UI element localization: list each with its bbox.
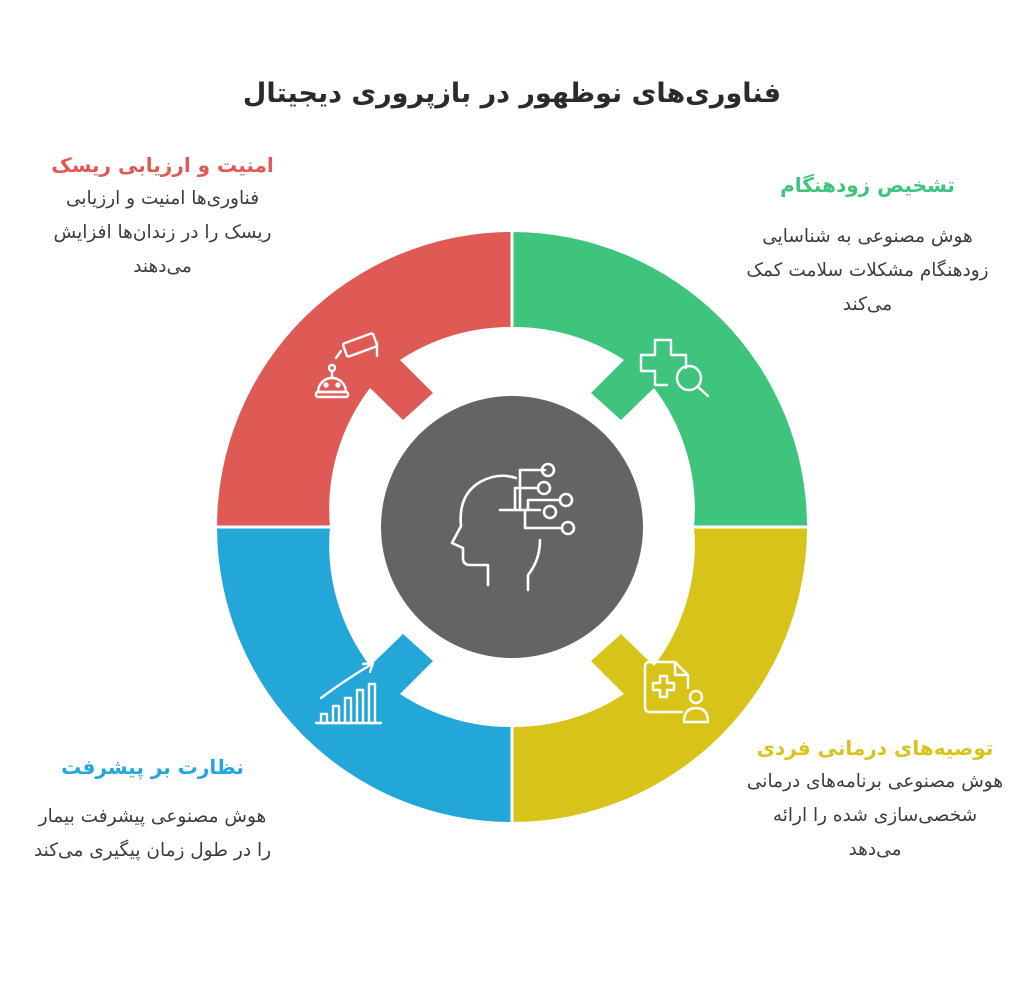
monitoring-block: [30, 752, 275, 868]
diagnosis-block: [745, 170, 990, 322]
treatment-block: [745, 733, 1005, 867]
treatment-heading: توصیه‌های درمانی فردی: [756, 736, 994, 760]
security-text: فناوری‌ها امنیت و ارزیابی ریسک را در زندان‌ها افزایش می‌دهند: [53, 188, 272, 277]
center-circle: [381, 396, 643, 658]
security-heading: امنیت و ارزیابی ریسک: [51, 153, 274, 177]
monitoring-heading: نظارت بر پیشرفت: [61, 755, 244, 779]
diagnosis-text: هوش مصنوعی به شناسایی زودهنگام مشکلات سلامت کمک می‌کند: [746, 226, 989, 315]
treatment-text: هوش مصنوعی برنامه‌های درمانی شخصی‌سازی شده را ارائه می‌دهد: [746, 771, 1004, 860]
diagnosis-heading: تشخیص زودهنگام: [780, 173, 955, 197]
monitoring-text: هوش مصنوعی پیشرفت بیمار را در طول زمان پیگیری می‌کند: [33, 806, 272, 861]
security-block: [40, 150, 285, 284]
diagram-title: فناوری‌های نوظهور در بازپروری دیجیتال: [242, 78, 782, 109]
